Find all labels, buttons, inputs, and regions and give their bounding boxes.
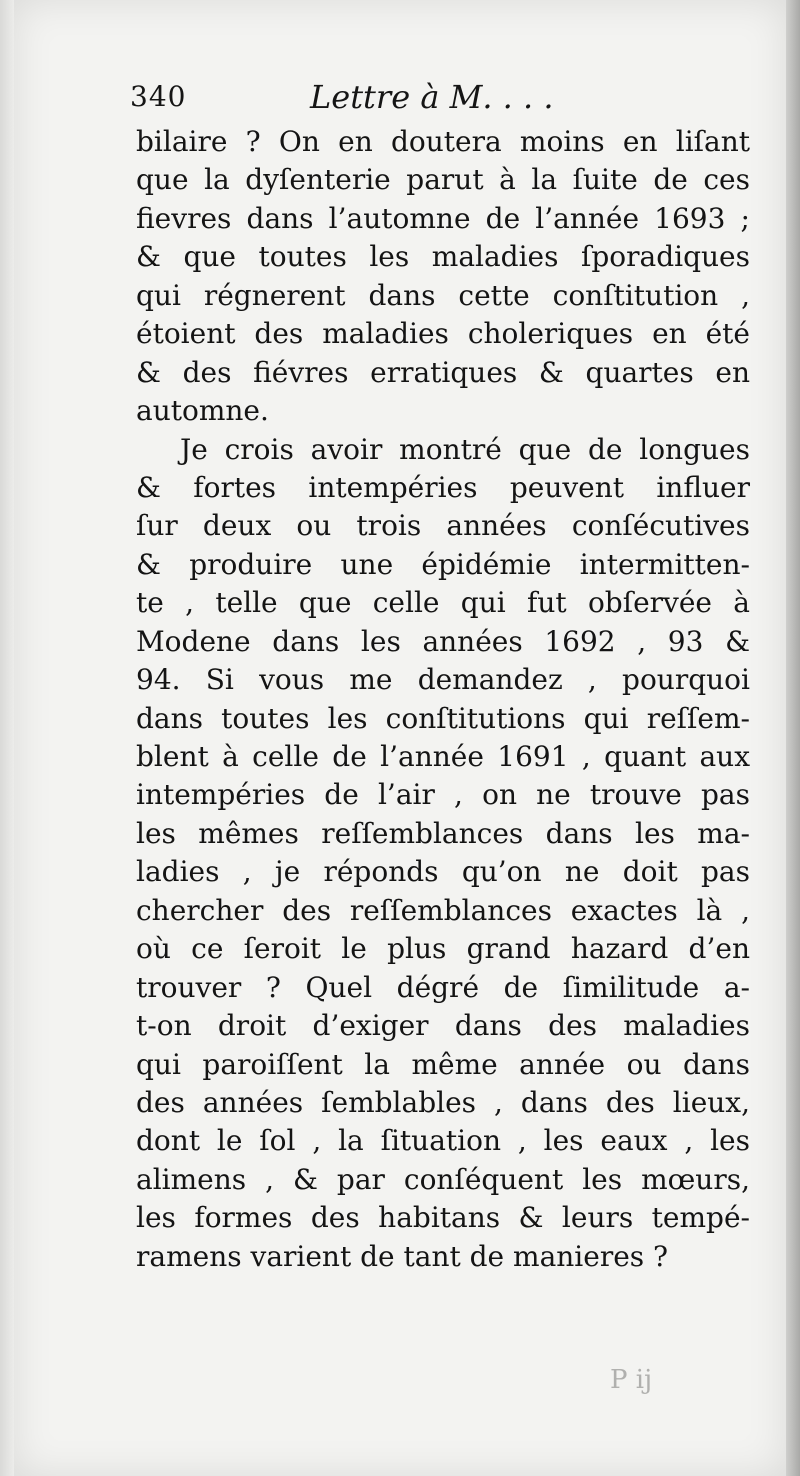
text-line: ladies , je réponds qu’on ne doit pas (136, 855, 750, 889)
text-line: Je crois avoir montré que de longues (180, 432, 750, 466)
text-line: & produire une épidémie intermitten- (136, 547, 750, 581)
header-title: Lettre à M. . . . (310, 78, 554, 116)
text-line: 94. Si vous me demandez , pourquoi (136, 663, 750, 697)
text-line: trouver ? Quel dégré de ſimilitude a- (136, 970, 750, 1004)
text-line: blent à celle de l’année 1691 , quant aux (136, 740, 750, 773)
text-line: des années ſemblables , dans des lieux, (136, 1085, 750, 1119)
text-line: les mêmes reſſemblances dans les ma- (136, 816, 750, 850)
text-line: étoient des maladies choleriques en été (136, 317, 750, 351)
text-line: où ce ſeroit le plus grand hazard d’en (136, 932, 750, 966)
body-text (136, 123, 750, 1276)
text-line: qui paroiſſent la même année ou dans (136, 1047, 750, 1081)
text-line: Modene dans les années 1692 , 93 & (136, 624, 750, 658)
signature-mark: P ij (610, 1365, 653, 1395)
running-head (130, 78, 750, 118)
text-line: dont le ſol , la ſituation , les eaux , les (136, 1124, 750, 1158)
text-line: bilaire ? On en doutera moins en liſant (136, 125, 750, 158)
text-line: les formes des habitans & leurs tempé- (136, 1201, 750, 1235)
page-right-edge (786, 0, 800, 1476)
text-line: chercher des reſſemblances exactes là , (136, 893, 750, 927)
text-line: automne. (136, 394, 269, 428)
text-line: te , telle que celle qui fut obſervée à (136, 586, 750, 620)
page-number: 340 (130, 80, 187, 113)
text-line: dans toutes les conſtitutions qui reſſem- (136, 701, 750, 735)
text-line: fievres dans l’automne de l’année 1693 ; (136, 201, 750, 235)
text-line: & que toutes les maladies ſporadiques (136, 240, 750, 274)
text-line: ſur deux ou trois années conſécutives (136, 509, 750, 543)
text-line: que la dyſenterie parut à la ſuite de ces (136, 163, 750, 197)
text-line: alimens , & par conſéquent les mœurs, (136, 1162, 750, 1196)
text-line: & fortes intempéries peuvent influer (136, 470, 750, 504)
page-left-edge (0, 0, 14, 1476)
text-line: & des fiévres erratiques & quartes en (136, 355, 750, 389)
text-line: t-on droit d’exiger dans des maladies (136, 1009, 750, 1043)
text-line: qui régnerent dans cette conſtitution , (136, 278, 750, 312)
text-line: intempéries de l’air , on ne trouve pas (136, 778, 750, 812)
text-line: ramens varient de tant de manieres ? (136, 1239, 669, 1273)
